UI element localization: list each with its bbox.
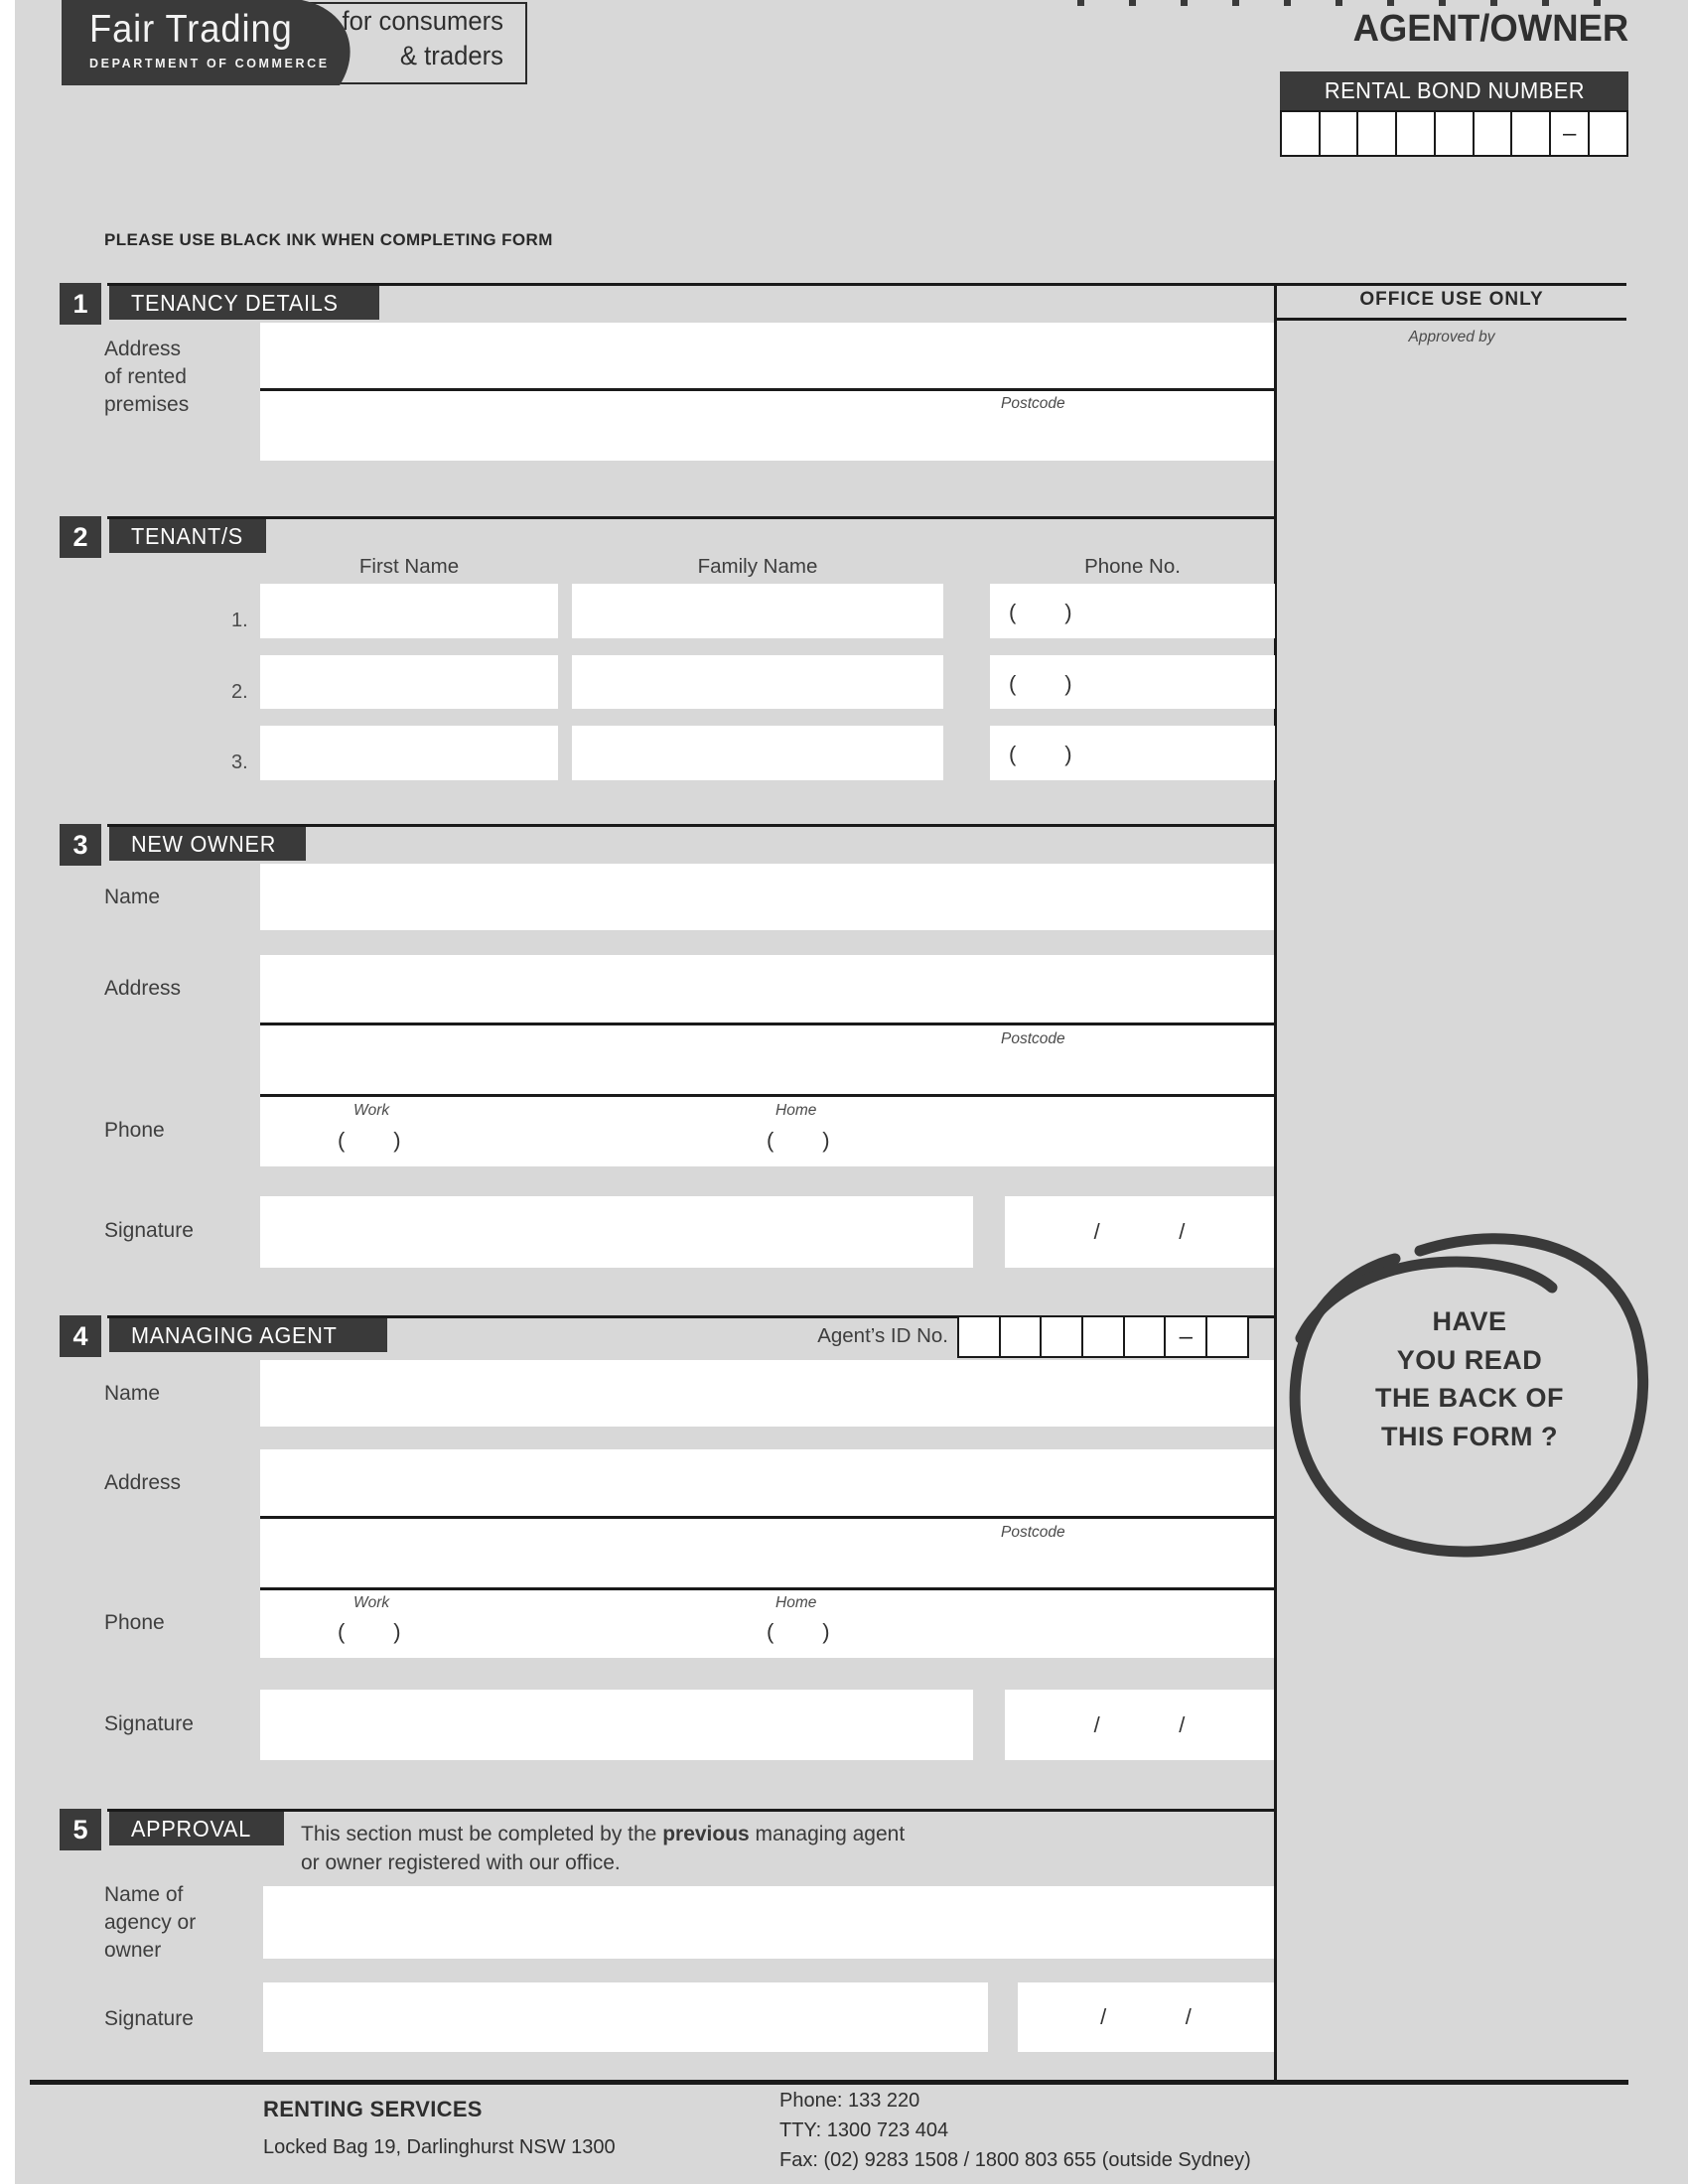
tenant2-phone-area-parens: ( ) [1009, 671, 1072, 696]
section3-title: NEW OWNER [131, 830, 277, 857]
rental-bond-cells [1280, 110, 1628, 157]
section4-title: MANAGING AGENT [131, 1321, 338, 1348]
agent-id-cell[interactable] [1081, 1315, 1125, 1358]
phone-no-column-header: Phone No. [1084, 555, 1181, 578]
agent-id-cell: – [1164, 1315, 1207, 1358]
agent-signature-field[interactable] [260, 1690, 973, 1760]
approval-description-line1: This section must be completed by the previous managing agent [301, 1823, 906, 1845]
agent-id-cell[interactable] [1205, 1315, 1249, 1358]
office-column-divider [1274, 283, 1277, 2083]
approval-description [301, 1820, 905, 1877]
section2-header [109, 519, 266, 553]
have-you-read-text [1321, 1302, 1618, 1455]
section5-number-badge: 5 [60, 1809, 101, 1850]
agent-id-cell[interactable] [999, 1315, 1043, 1358]
stamp-line4: THIS FORM ? [1381, 1421, 1558, 1451]
approval-date-field[interactable]: / / [1018, 1982, 1274, 2052]
scan-margin [0, 0, 15, 2184]
tenant1-phone-area-parens: ( ) [1009, 600, 1072, 624]
owner-phone-home-label: Home [775, 1102, 817, 1119]
rental-bond-cell[interactable] [1280, 110, 1321, 157]
section2-title: TENANT/S [131, 522, 243, 549]
approval-description-line2: or owner registered with our office. [301, 1851, 621, 1874]
agent-phone-label: Phone [104, 1611, 165, 1634]
renting-services-address: Locked Bag 19, Darlinghurst NSW 1300 [263, 2136, 616, 2158]
agent-id-cell[interactable] [1123, 1315, 1167, 1358]
owner-postcode-label: Postcode [1001, 1030, 1065, 1047]
section2-topline [107, 516, 1274, 519]
approval-signature-field[interactable] [263, 1982, 988, 2052]
agent-address-line1-field[interactable] [260, 1449, 1274, 1516]
footer-phone: Phone: 133 220 [779, 2090, 920, 2112]
tenant2-family-name-field[interactable] [572, 655, 943, 709]
tenant3-row-number: 3. [231, 751, 248, 773]
tenant2-first-name-field[interactable] [260, 655, 558, 709]
agent-phone-home-label: Home [775, 1594, 817, 1611]
agent-name-label: Name [104, 1382, 161, 1405]
agent-phone-work-label: Work [353, 1594, 390, 1611]
agent-id-cell[interactable] [1040, 1315, 1083, 1358]
footer-fax: Fax: (02) 9283 1508 / 1800 803 655 (outside Sydney) [779, 2149, 1251, 2171]
rented-premises-label: Address of rented premises [104, 338, 190, 416]
cropped-header-remnant [1077, 0, 1629, 6]
stamp-line1: HAVE [1432, 1306, 1507, 1336]
rental-bond-label: RENTAL BOND NUMBER [1280, 71, 1628, 110]
agent-postcode-label: Postcode [1001, 1524, 1065, 1541]
premises-address-line1-field[interactable] [260, 323, 1274, 388]
logo-department: DEPARTMENT OF COMMERCE [89, 57, 330, 70]
owner-name-label: Name [104, 886, 161, 908]
tenant3-first-name-field[interactable] [260, 726, 558, 780]
owner-phone-home-parens: ( ) [767, 1128, 830, 1153]
footer-tty: TTY: 1300 723 404 [779, 2119, 949, 2141]
agent-id-cells [957, 1315, 1249, 1358]
approval-signature-label: Signature [104, 2007, 194, 2030]
agent-address-line2-field[interactable] [260, 1519, 1274, 1587]
agent-address-label: Address [104, 1471, 182, 1494]
tenant1-first-name-field[interactable] [260, 584, 558, 638]
rental-bond-cell[interactable] [1588, 110, 1628, 157]
section4-number-badge: 4 [60, 1315, 101, 1357]
agent-id-label: Agent’s ID No. [817, 1324, 948, 1347]
owner-signature-label: Signature [104, 1219, 194, 1242]
stamp-line3: THE BACK OF [1375, 1383, 1564, 1413]
section5-title: APPROVAL [131, 1815, 251, 1842]
form-title: AGENT/OWNER [1352, 8, 1628, 50]
premises-postcode-label: Postcode [1001, 395, 1065, 412]
logo-brand: Fair Trading [89, 8, 293, 51]
tenant2-row-number: 2. [231, 681, 248, 703]
agent-signature-label: Signature [104, 1712, 194, 1735]
section1-number-badge: 1 [60, 283, 101, 325]
rental-bond-cell[interactable] [1356, 110, 1397, 157]
agent-id-cell[interactable] [957, 1315, 1001, 1358]
agent-name-field[interactable] [260, 1360, 1274, 1427]
rental-bond-cell[interactable] [1319, 110, 1359, 157]
office-use-only-title: OFFICE USE ONLY [1359, 289, 1544, 310]
section4-header [109, 1318, 387, 1352]
agent-phone-work-parens: ( ) [338, 1619, 401, 1644]
section3-header [109, 827, 306, 861]
rental-bond-cell: – [1549, 110, 1590, 157]
stamp-line2: YOU READ [1396, 1344, 1543, 1375]
rental-bond-cell[interactable] [1434, 110, 1475, 157]
section5-header [109, 1812, 284, 1845]
owner-signature-field[interactable] [260, 1196, 973, 1268]
approved-by-label: Approved by [1408, 329, 1495, 345]
owner-address-line1-field[interactable] [260, 955, 1274, 1023]
agency-owner-name-label: Name of agency or owner [104, 1883, 197, 1962]
agent-phone-home-parens: ( ) [767, 1619, 830, 1644]
rental-bond-cell[interactable] [1395, 110, 1436, 157]
owner-phone-work-label: Work [353, 1102, 390, 1119]
office-underline [1277, 318, 1626, 321]
tenant3-phone-area-parens: ( ) [1009, 742, 1072, 766]
section3-number-badge: 3 [60, 824, 101, 866]
owner-phone-label: Phone [104, 1119, 165, 1142]
premises-address-line2-field[interactable] [260, 391, 1274, 461]
section1-title: TENANCY DETAILS [131, 289, 339, 316]
logo-tagline-line2: & traders [399, 41, 503, 70]
owner-phone-work-parens: ( ) [338, 1128, 401, 1153]
footer-rule [30, 2080, 1628, 2085]
tenant1-row-number: 1. [231, 610, 248, 631]
previous-emphasis: previous [662, 1823, 750, 1845]
owner-address-line2-field[interactable] [260, 1025, 1274, 1094]
section1-header [109, 286, 379, 320]
tenant3-family-name-field[interactable] [572, 726, 943, 780]
logo-tagline-line1: for consumers [342, 6, 503, 36]
family-name-column-header: Family Name [697, 555, 818, 578]
agent-date-field[interactable]: / / [1005, 1690, 1274, 1760]
tenant1-family-name-field[interactable] [572, 584, 943, 638]
first-name-column-header: First Name [358, 555, 460, 578]
owner-name-field[interactable] [260, 864, 1274, 930]
renting-services-title: RENTING SERVICES [263, 2097, 483, 2121]
black-ink-instruction: PLEASE USE BLACK INK WHEN COMPLETING FORM [104, 230, 553, 249]
section2-number-badge: 2 [60, 516, 101, 558]
rental-bond-cell[interactable] [1473, 110, 1513, 157]
rental-bond-cell[interactable] [1510, 110, 1551, 157]
owner-date-field[interactable]: / / [1005, 1196, 1274, 1268]
agency-owner-name-field[interactable] [263, 1886, 1274, 1959]
owner-address-label: Address [104, 977, 182, 1000]
